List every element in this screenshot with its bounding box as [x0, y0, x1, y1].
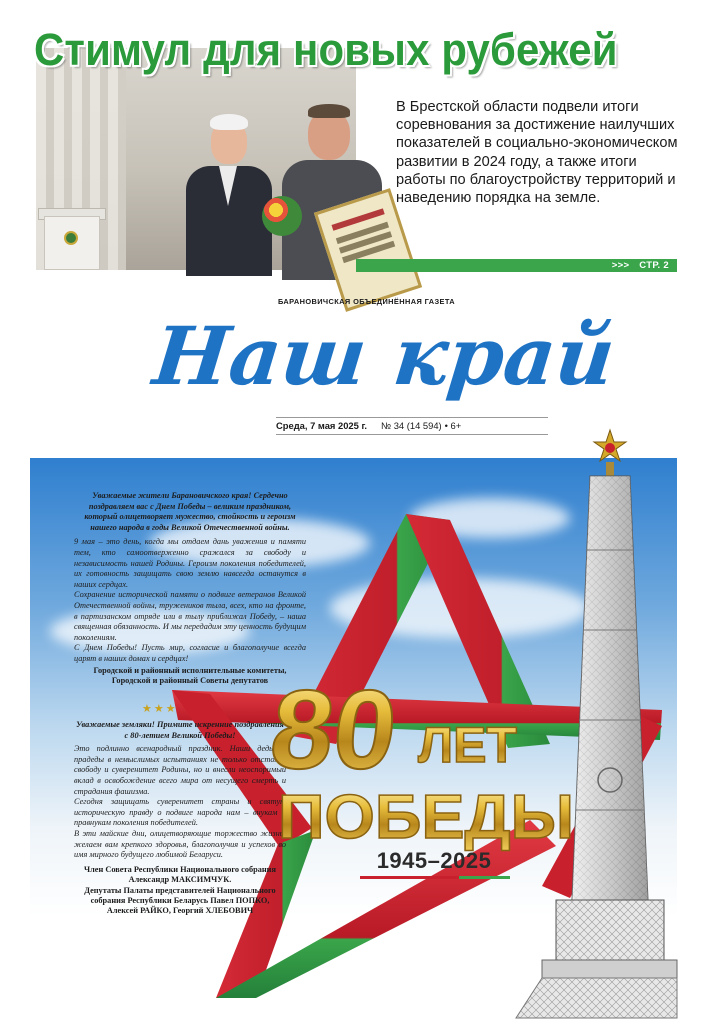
issue-line	[276, 417, 548, 435]
victory-day-poster	[30, 458, 677, 1018]
monument-spire-base	[606, 462, 614, 476]
top-story-lead: В Брестской области подвели итоги соревнования за достижение наилучших показателей в социально-экономическом развитии в 2024 году, а также итоги работы по благоустройству территорий и наведению порядка на земле.	[396, 99, 678, 207]
top-story-headline[interactable]: Стимул для новых рубежей	[34, 24, 618, 75]
monument-texture	[572, 476, 648, 900]
greeting2-signature-senator: Член Совета Республики Национального собрания Александр МАКСИМЧУК.	[84, 864, 276, 885]
flag-stripe	[360, 876, 510, 879]
anniversary-years: 1945–2025	[376, 848, 492, 873]
greeting1-paragraph: 9 мая – это день, когда мы отдаем дань уважения и памяти тем, кто самоотверженно сражался за свободу и независимость нашей Родины. Героизм поколения победителей, их готовность защищать свою землю навсегда останутся в наших сердцах.	[74, 537, 306, 589]
anniversary-number: 80	[264, 666, 403, 792]
victory-monument	[516, 430, 677, 1018]
age-rating: • 6+	[444, 420, 462, 431]
page-reference[interactable]	[604, 259, 677, 272]
greeting2-paragraph: Сегодня защищать суверенитет страны и святую историческую правду о подвиге народа нам – внукам и правнукам поколения победителей.	[74, 797, 286, 828]
greeting-deputies	[74, 720, 286, 917]
masthead-title: Наш край	[149, 309, 620, 403]
monument-steps	[516, 978, 677, 1018]
greeting1-signature: Городской и районный исполнительные комитеты, Городской и районный Советы депутатов	[93, 665, 287, 686]
state-emblem-icon	[64, 231, 78, 245]
order-center-icon	[605, 443, 615, 453]
greeting1-intro: Уважаемые жители Барановичского края! Сердечно поздравляем вас с Днем Победы – великим праздником, который олицетворяет мужество, стойкость и героизм нашего народа в годы Великой Отечественной войны.	[84, 491, 296, 532]
monument-plinth	[542, 960, 677, 978]
masthead-subtitle: БАРАНОВИЧСКАЯ ОБЪЕДИНЁННАЯ ГАЗЕТА	[278, 297, 456, 306]
photo-person-right-hair	[308, 104, 350, 118]
page-ref-label: СТР. 2	[639, 260, 669, 271]
anniversary-word-pobedy: ПОБЕДЫ	[278, 783, 574, 852]
greeting2-paragraph: Это подлинно всенародный праздник. Наши деды и прадеды в немыслимых испытаниях не только отстояли свободу и суверенитет Родины, но и внесли неоспоримый вклад в освобождение всего мира от несущего смерть и страдания фашизма.	[74, 744, 286, 796]
greeting2-paragraph: В эти майские дни, олицетворяющие торжество жизни, желаем вам крепкого здоровья, благополучия и успехов во имя мирного будущего любимой Беларуси.	[74, 828, 286, 860]
greeting2-intro: Уважаемые земляки! Примите искренние поздравления с 80-летием Великой Победы!	[76, 720, 284, 740]
issue-number: № 34 (14 594)	[381, 420, 442, 431]
greeting1-paragraph: Сохранение исторической памяти о подвиге ветеранов Великой Отечественной войны, тружеников тыла, всех, кто на фронте, в партизанском отряде или в тылу приближал Победу, – наша священная обязанность. И мы передадим эту ценность будущим поколениям.	[74, 590, 306, 642]
greeting2-signature-deputies: Депутаты Палаты представителей Национального собрания Республики Беларусь Павел ПОПКО, Алексей РАЙКО, Георгий ХЛЕБОВИЧ	[84, 885, 276, 916]
flowers-bouquet	[262, 196, 302, 236]
monument-base-relief	[556, 900, 664, 960]
greeting1-paragraph: С Днем Победы! Пусть мир, согласие и благополучие всегда царят в наших домах и сердцах!	[74, 643, 306, 663]
issue-date: Среда, 7 мая 2025 г.	[276, 420, 368, 431]
photo-person-left-hair	[210, 114, 248, 130]
page-reference-bar[interactable]	[356, 259, 677, 272]
page-ref-arrows-icon: >>>	[611, 260, 630, 271]
anniversary-word-let: ЛЕТ	[418, 717, 517, 773]
greeting-executive-committees	[74, 491, 306, 687]
separator-stars-icon: ★★★	[142, 703, 178, 715]
masthead-logo[interactable]	[149, 300, 620, 410]
